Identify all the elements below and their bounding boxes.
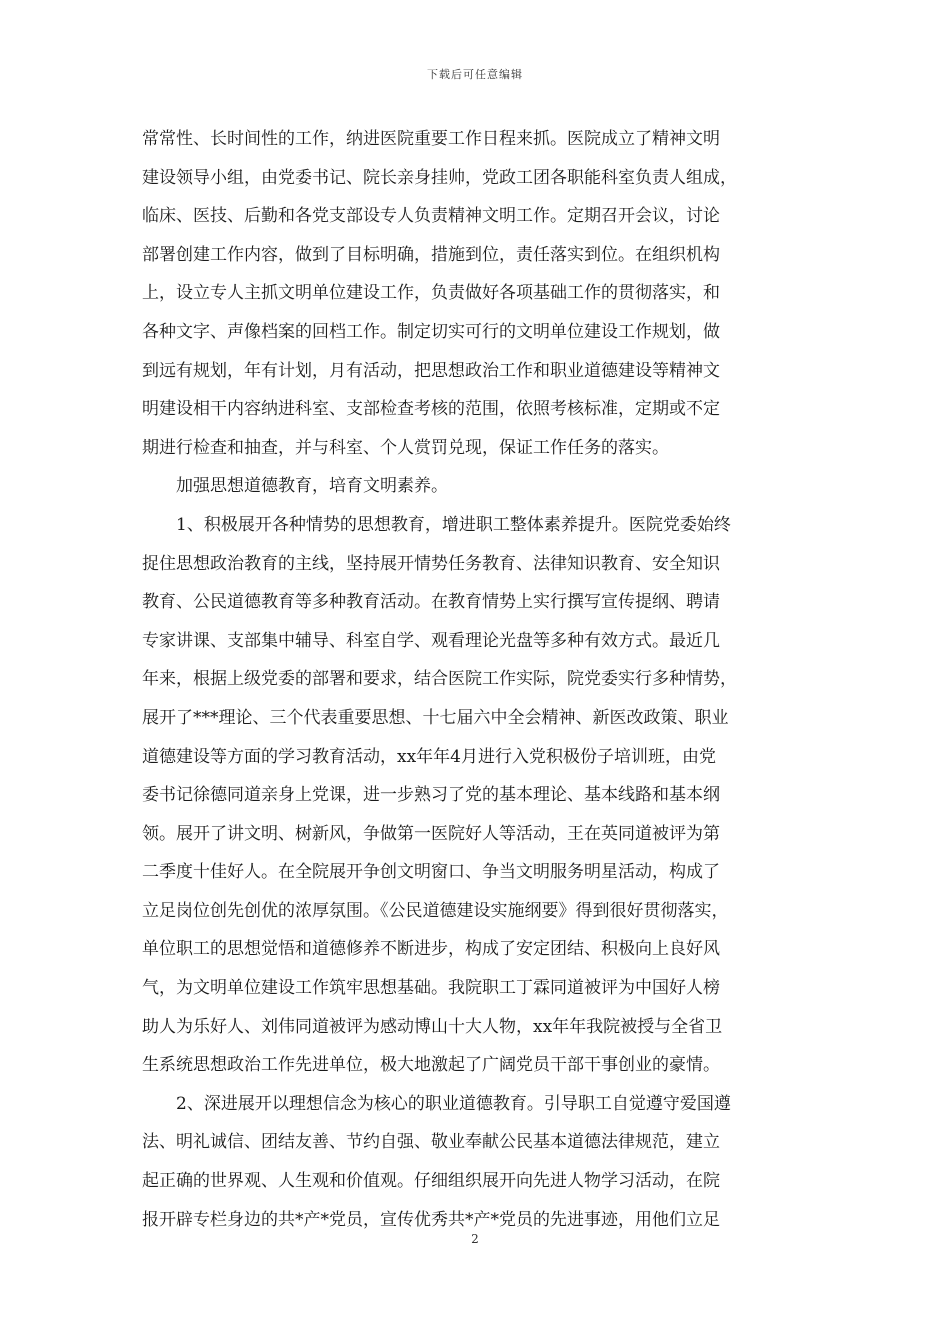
text-line: 捉住思想政治教育的主线，坚持展开情势任务教育、法律知识教育、安全知识	[142, 553, 720, 574]
page-header: 下载后可任意编辑	[427, 68, 523, 81]
text-line: 委书记徐德同道亲身上党课，进一步熟习了党的基本理论、基本线路和基本纲	[142, 785, 720, 806]
text-line: 上，设立专人主抓文明单位建设工作，负责做好各项基础工作的贯彻落实，和	[142, 283, 720, 304]
text-line: 法、明礼诚信、团结友善、节约自强、敬业奉献公民基本道德法律规范，建立	[142, 1132, 720, 1153]
text-line: 年来，根据上级党委的部署和要求，结合医院工作实际，院党委实行多种情势，	[142, 669, 737, 690]
text-line: 立足岗位创先创优的浓厚氛围。《公民道德建设实施纲要》得到很好贯彻落实，	[142, 900, 729, 921]
page-number: 2	[471, 1232, 479, 1246]
text-line: 气，为文明单位建设工作筑牢思想基础。我院职工丁霖同道被评为中国好人榜	[142, 978, 720, 999]
text-line: 报开辟专栏身边的共*产*党员，宣传优秀共*产*党员的先进事迹，用他们立足	[142, 1209, 720, 1230]
text-line: 助人为乐好人、刘伟同道被评为感动博山十大人物，xx年年我院被授与全省卫	[142, 1016, 723, 1037]
text-line: 道德建设等方面的学习教育活动，xx年年4月进行入党积极份子培训班，由党	[142, 746, 716, 767]
paragraph-start: 2、深进展开以理想信念为核心的职业道德教育。引导职工自觉遵守爱国遵	[176, 1093, 731, 1114]
text-line: 生系统思想政治工作先进单位，极大地激起了广阔党员干部干事创业的豪情。	[142, 1055, 720, 1076]
text-line: 展开了***理论、三个代表重要思想、十七届六中全会精神、新医改政策、职业	[142, 707, 729, 728]
text-line: 期进行检查和抽查，并与科室、个人赏罚兑现，保证工作任务的落实。	[142, 437, 669, 458]
text-line: 教育、公民道德教育等多种教育活动。在教育情势上实行撰写宣传提纲、聘请	[142, 592, 720, 613]
text-line: 单位职工的思想觉悟和道德修养不断进步，构成了安定团结、积极向上良好风	[142, 939, 720, 960]
text-line: 临床、医技、后勤和各党支部设专人负责精神文明工作。定期召开会议，讨论	[142, 206, 720, 227]
text-line: 起正确的世界观、人生观和价值观。仔细组织展开向先进人物学习活动，在院	[142, 1171, 720, 1192]
text-line: 常常性、长时间性的工作，纳进医院重要工作日程来抓。医院成立了精神文明	[142, 129, 720, 149]
text-line: 各种文字、声像档案的回档工作。制定切实可行的文明单位建设工作规划，做	[142, 321, 720, 342]
section-heading: 加强思想道德教育，培育文明素养。	[176, 476, 448, 497]
text-line: 到远有规划，年有计划，月有活动，把思想政治工作和职业道德建设等精神文	[142, 360, 720, 381]
document-body	[142, 120, 812, 1239]
text-line: 领。展开了讲文明、树新风，争做第一医院好人等活动，王在英同道被评为第	[142, 823, 720, 844]
text-line: 建设领导小组，由党委书记、院长亲身挂帅，党政工团各职能科室负责人组成，	[142, 167, 737, 188]
text-line: 部署创建工作内容，做到了目标明确，措施到位，责任落实到位。在组织机构	[142, 244, 720, 265]
text-line: 明建设相干内容纳进科室、支部检查考核的范围，依照考核标准，定期或不定	[142, 399, 720, 420]
text-line: 专家讲课、支部集中辅导、科室自学、观看理论光盘等多种有效方式。最近几	[142, 630, 720, 651]
paragraph-start: 1、积极展开各种情势的思想教育，增进职工整体素养提升。医院党委始终	[176, 514, 731, 535]
text-line: 二季度十佳好人。在全院展开争创文明窗口、争当文明服务明星活动，构成了	[142, 862, 720, 883]
